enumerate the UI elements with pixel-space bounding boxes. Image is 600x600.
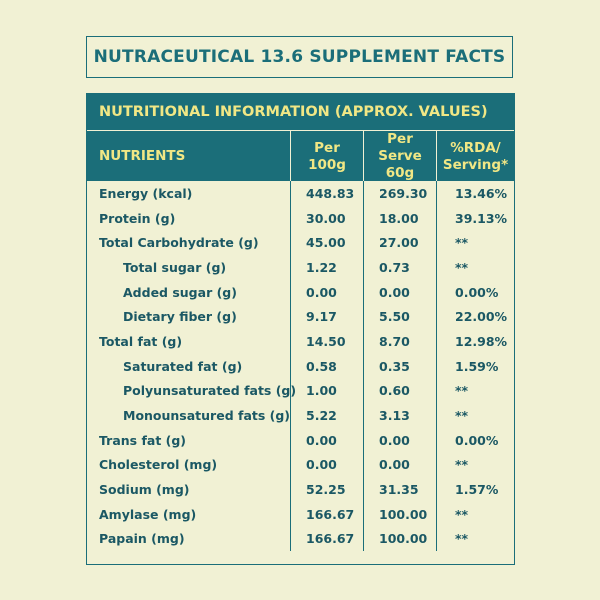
nutrient-name: Energy (kcal) [99,185,193,201]
column-divider [290,181,291,551]
header-nutrients: NUTRIENTS [99,148,186,164]
value-rda: 13.46% [455,185,508,201]
table-row [87,280,514,305]
table-row [87,379,514,404]
value-rda: ** [455,235,469,251]
table-header-row [87,131,514,181]
table-row [87,403,514,428]
page-title: NUTRACEUTICAL 13.6 SUPPLEMENT FACTS [86,36,513,78]
table-row [87,206,514,231]
table-row [87,304,514,329]
table-row [87,255,514,280]
value-per-100g: 166.67 [306,506,355,522]
value-per-serve: 100.00 [379,506,428,522]
column-divider [436,181,437,551]
nutrient-name: Total fat (g) [99,333,183,349]
value-rda: ** [455,506,469,522]
nutrient-name: Total sugar (g) [123,259,227,275]
nutrient-name: Sodium (mg) [99,482,190,498]
nutrient-name: Dietary fiber (g) [123,309,237,325]
table-row [87,453,514,478]
value-rda: 1.59% [455,358,499,374]
value-rda: 12.98% [455,333,508,349]
value-per-100g: 14.50 [306,333,346,349]
value-rda: ** [455,259,469,275]
value-per-100g: 0.00 [306,284,337,300]
table-row [87,230,514,255]
table-body [87,181,514,551]
value-per-100g: 166.67 [306,531,355,547]
value-per-100g: 1.22 [306,259,337,275]
value-rda: 1.57% [455,482,499,498]
table-row [87,181,514,206]
value-rda: 0.00% [455,284,499,300]
value-per-100g: 0.00 [306,457,337,473]
value-rda: 0.00% [455,432,499,448]
header-per-100g: Per 100g [290,131,363,182]
value-per-serve: 269.30 [379,185,428,201]
value-per-100g: 52.25 [306,482,346,498]
value-per-serve: 8.70 [379,333,410,349]
table-banner: NUTRITIONAL INFORMATION (APPROX. VALUES) [87,94,514,131]
value-per-100g: 9.17 [306,309,337,325]
value-per-serve: 100.00 [379,531,428,547]
value-per-100g: 0.00 [306,432,337,448]
value-per-100g: 1.00 [306,383,337,399]
nutrient-name: Protein (g) [99,210,176,226]
value-per-100g: 0.58 [306,358,337,374]
value-per-100g: 45.00 [306,235,346,251]
value-per-serve: 3.13 [379,408,410,424]
value-per-serve: 0.00 [379,432,410,448]
header-rda: %RDA/ Serving* [436,131,514,182]
value-per-100g: 5.22 [306,408,337,424]
value-per-serve: 0.00 [379,457,410,473]
value-per-serve: 0.73 [379,259,410,275]
table-row [87,428,514,453]
value-per-serve: 5.50 [379,309,410,325]
nutrient-name: Papain (mg) [99,531,185,547]
nutrient-name: Amylase (mg) [99,506,197,522]
column-divider [363,181,364,551]
value-rda: ** [455,531,469,547]
nutrient-name: Monounsatured fats (g) [123,408,291,424]
value-rda: 22.00% [455,309,508,325]
nutrient-name: Added sugar (g) [123,284,237,300]
nutrient-name: Cholesterol (mg) [99,457,218,473]
nutrient-name: Polyunsaturated fats (g) [123,383,297,399]
table-row [87,477,514,502]
table-row [87,502,514,527]
value-per-serve: 0.35 [379,358,410,374]
value-per-serve: 0.00 [379,284,410,300]
nutrient-name: Saturated fat (g) [123,358,243,374]
value-per-100g: 448.83 [306,185,355,201]
nutrition-table [86,93,515,565]
value-rda: ** [455,457,469,473]
value-rda: ** [455,383,469,399]
header-per-serve: Per Serve 60g [363,131,436,182]
value-rda: 39.13% [455,210,508,226]
table-row [87,527,514,552]
value-per-serve: 27.00 [379,235,419,251]
value-per-serve: 0.60 [379,383,410,399]
nutrient-name: Total Carbohydrate (g) [99,235,259,251]
value-per-serve: 18.00 [379,210,419,226]
value-rda: ** [455,408,469,424]
nutrient-name: Trans fat (g) [99,432,187,448]
value-per-100g: 30.00 [306,210,346,226]
table-row [87,354,514,379]
value-per-serve: 31.35 [379,482,419,498]
table-row [87,329,514,354]
